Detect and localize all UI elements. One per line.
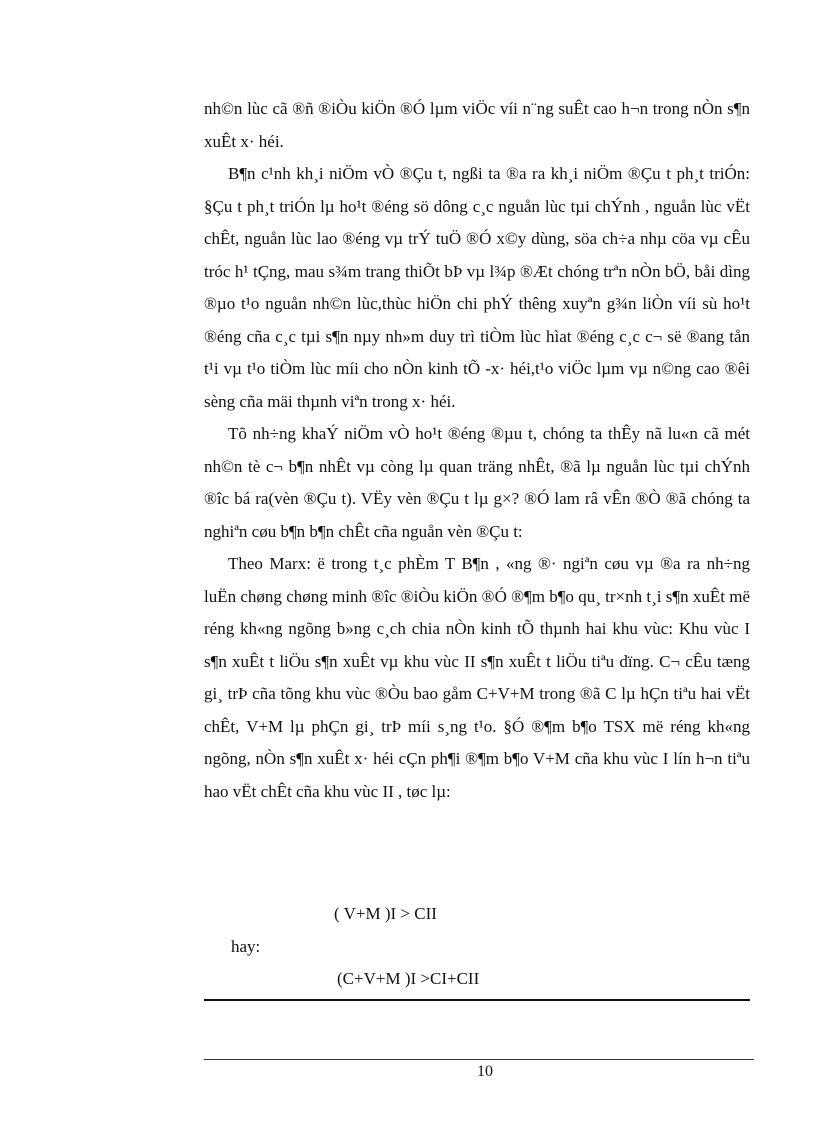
- paragraph-continuation: nh©n lùc cã ®ñ ®iÒu kiÖn ®Ó lµm viÖc víi n¨ng suÊt cao h¬n trong nÒn s¶n xuÊt x· héi.: [204, 99, 750, 151]
- body-text: [204, 93, 750, 808]
- formula-c-v-m: (C+V+M )I >CI+CII: [337, 969, 480, 988]
- formula-v-plus-m: ( V+M )I > CII: [334, 904, 437, 923]
- footer-divider: [204, 1059, 754, 1060]
- paragraph-marx-theory: Theo Marx: ë trong t¸c phÈm T B¶n , «ng ®· ngiªn cøu vµ ®a ra nh÷ng luËn chøng chøng minh ®îc ®iÒu kiÖn ®Ó ®¶m b¶o qu¸ tr×nh t¸i s¶n xuÊt më réng kh«ng ngõng b»ng c¸ch chia nÒn kinh tÕ thµnh hai khu vùc: Khu vùc I s¶n xuÊt t liÖu s¶n xuÊt vµ khu vùc II s¶n xuÊt t liÖu tiªu dïng. C¬ cÊu tæng gi¸ trÞ cña tõng khu vùc ®Òu bao gåm C+V+M trong ®ã C lµ hÇn tiªu hai vËt chÊt, V+M lµ phÇn gi¸ trÞ míi s¸ng t¹o. §Ó ®¶m b¶o TSX më réng kh«ng ngõng, nÒn s¶n xuÊt x· héi cÇn ph¶i ®¶m b¶o V+M cña khu vùc I lín h¬n tiªu hao vËt chÊt cña khu vùc II , tøc lµ:: [204, 554, 750, 801]
- connector-text: hay:: [231, 937, 261, 956]
- paragraph-investment-capital: Tõ nh÷ng khaÝ niÖm vÒ ho¹t ®éng ®µu t, chóng ta thÊy nã lu«n cã mét nh©n tè c¬ b¶n nhÊt vµ còng lµ quan träng nhÊt, ®ã lµ nguån lùc tµi chÝnh ®îc bá ra(vèn ®Çu t). VËy vèn ®Çu t lµ g×? ®Ó lam râ vÊn ®Ò ®ã chóng ta nghiªn cøu b¶n b¶n chÊt cña nguån vèn ®Çu t:: [204, 424, 750, 541]
- paragraph-investment-definition: B¶n c¹nh kh¸i niÖm vÒ ®Çu t, ngßi ta ®a ra kh¸i niÖm ®Çu t ph¸t triÓn: §Çu t ph¸t triÓn lµ ho¹t ®éng sö dông c¸c nguån lùc tµi chÝnh , nguån lùc vËt chÊt, nguån lùc lao ®éng vµ trÝ tuÖ ®Ó x©y dùng, söa ch÷a nhµ cöa vµ cÊu tróc h¹ tÇng, mau s¾m trang thiÕt bÞ vµ l¾p ®Æt chóng trªn nÒn bÖ, båi dìng ®µo t¹o nguån nh©n lùc,thùc hiÖn chi phÝ thêng xuyªn g¾n liÒn víi sù ho¹t ®éng cña c¸c tµi s¶n nµy nh»m duy trì tiÒm lùc hìat ®éng c¸c c¬ së ®ang tån t¹i vµ t¹o tiÒm lùc míi cho nÒn kinh tÕ -x· héi,t¹o viÖc lµm vµ n©ng cao ®êi sèng cña mäi thµnh viªn trong x· héi.: [204, 164, 750, 411]
- content-divider: [204, 999, 750, 1001]
- page-number: 10: [477, 1063, 493, 1080]
